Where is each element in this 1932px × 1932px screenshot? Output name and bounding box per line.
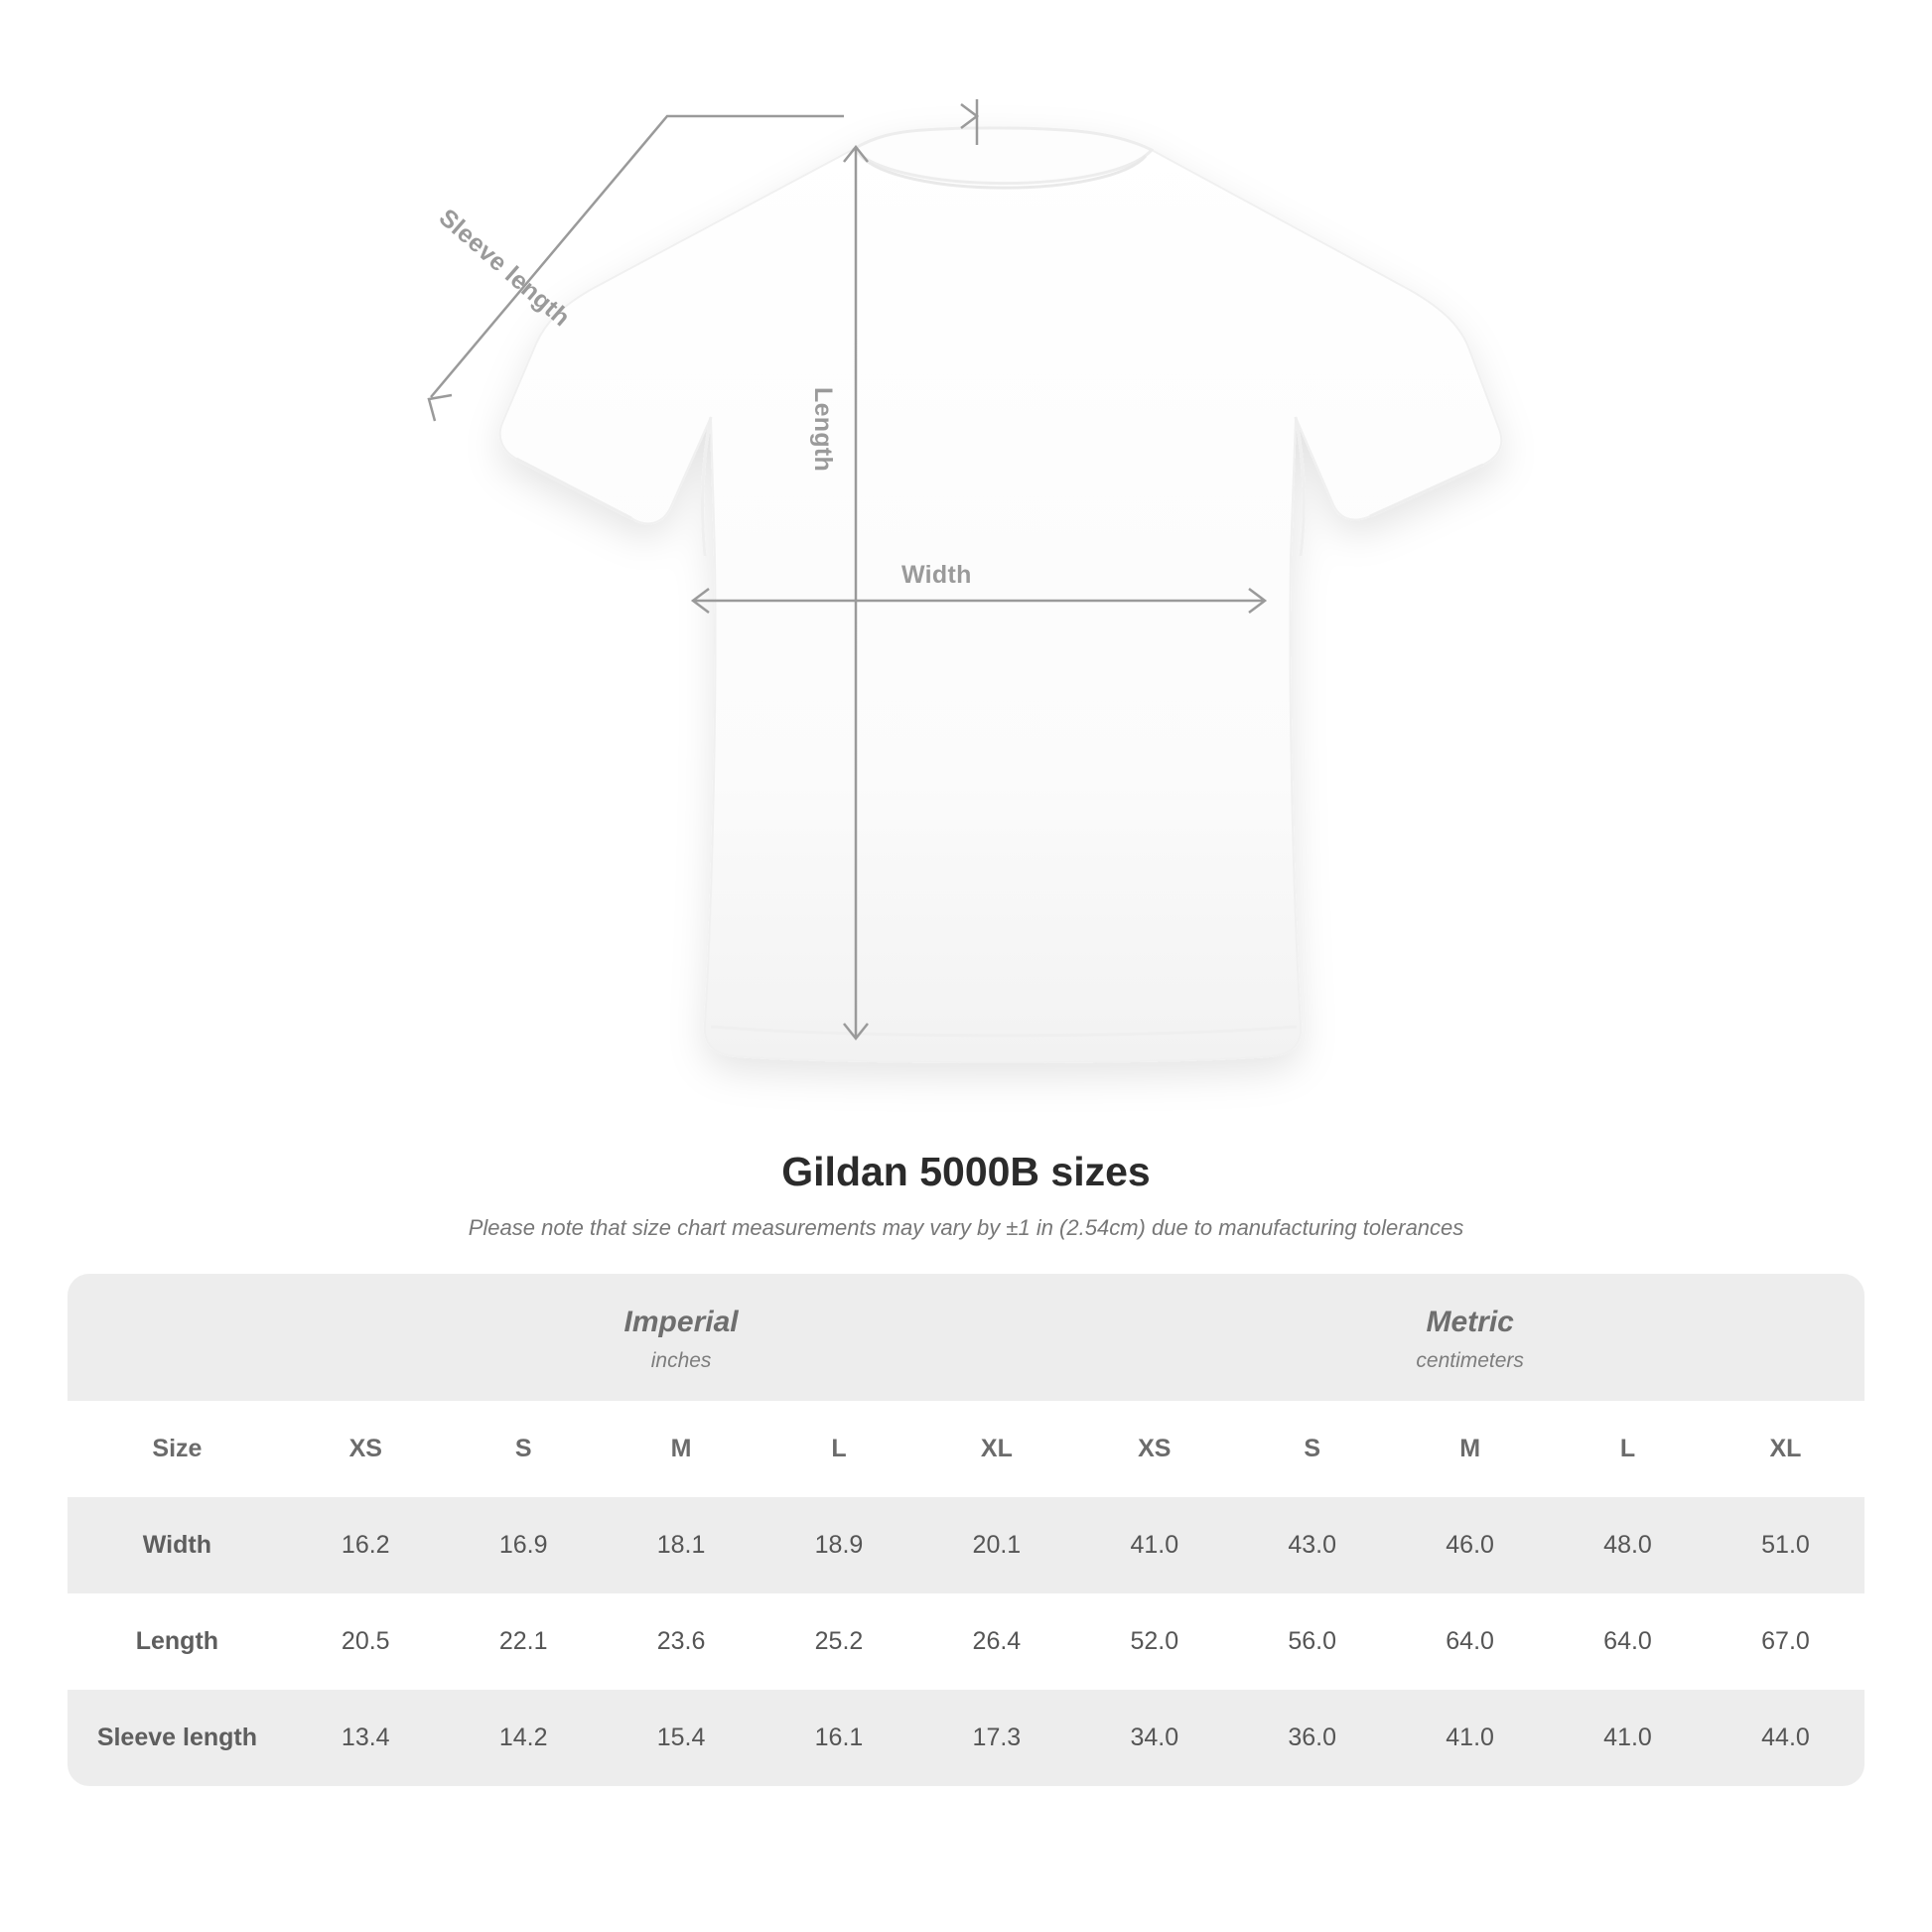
row-label-length: Length	[68, 1593, 287, 1690]
size-table-container	[68, 1274, 1864, 1786]
size-header-row	[68, 1401, 1864, 1497]
cell-length-xs-metric: 52.0	[1075, 1593, 1233, 1690]
table-row	[68, 1593, 1864, 1690]
cell-sleeve-xl-metric: 44.0	[1707, 1690, 1864, 1786]
width-dimension-label: Width	[901, 561, 972, 589]
unit-header-spacer	[68, 1274, 287, 1401]
unit-group-metric-unit: centimeters	[1416, 1348, 1524, 1372]
length-dimension-label: Length	[809, 387, 837, 473]
cell-sleeve-xs-metric: 34.0	[1075, 1690, 1233, 1786]
cell-sleeve-s-metric: 36.0	[1233, 1690, 1391, 1786]
cell-length-s-imperial: 22.1	[445, 1593, 603, 1690]
cell-width-xs-imperial: 16.2	[287, 1497, 445, 1593]
cell-length-xl-metric: 67.0	[1707, 1593, 1864, 1690]
sleeve-length-dimension-label: Sleeve length	[433, 204, 576, 333]
size-col-m-metric: M	[1391, 1401, 1549, 1497]
cell-sleeve-l-imperial: 16.1	[760, 1690, 918, 1786]
cell-sleeve-xl-imperial: 17.3	[917, 1690, 1075, 1786]
row-label-width: Width	[68, 1497, 287, 1593]
size-col-s-imperial: S	[445, 1401, 603, 1497]
size-col-xl-metric: XL	[1707, 1401, 1864, 1497]
cell-width-m-imperial: 18.1	[603, 1497, 760, 1593]
size-col-xs-imperial: XS	[287, 1401, 445, 1497]
cell-length-xl-imperial: 26.4	[917, 1593, 1075, 1690]
size-col-l-metric: L	[1549, 1401, 1707, 1497]
unit-group-metric	[1075, 1274, 1864, 1401]
cell-length-s-metric: 56.0	[1233, 1593, 1391, 1690]
table-row	[68, 1497, 1864, 1593]
size-col-m-imperial: M	[603, 1401, 760, 1497]
cell-width-s-metric: 43.0	[1233, 1497, 1391, 1593]
cell-length-l-imperial: 25.2	[760, 1593, 918, 1690]
cell-sleeve-s-imperial: 14.2	[445, 1690, 603, 1786]
row-label-sleeve-length: Sleeve length	[68, 1690, 287, 1786]
tshirt-shape	[500, 128, 1502, 1062]
table-row	[68, 1690, 1864, 1786]
unit-group-imperial-unit: inches	[650, 1348, 712, 1372]
tolerance-note: Please note that size chart measurements may vary by ±1 in (2.54cm) due to manufacturing tolerances	[468, 1215, 1464, 1240]
unit-group-imperial	[287, 1274, 1076, 1401]
size-col-s-metric: S	[1233, 1401, 1391, 1497]
cell-length-l-metric: 64.0	[1549, 1593, 1707, 1690]
size-col-l-imperial: L	[760, 1401, 918, 1497]
cell-length-m-imperial: 23.6	[603, 1593, 760, 1690]
size-col-xs-metric: XS	[1075, 1401, 1233, 1497]
size-table	[68, 1274, 1864, 1786]
cell-width-l-imperial: 18.9	[760, 1497, 918, 1593]
cell-sleeve-m-imperial: 15.4	[603, 1690, 760, 1786]
cell-sleeve-xs-imperial: 13.4	[287, 1690, 445, 1786]
cell-width-s-imperial: 16.9	[445, 1497, 603, 1593]
cell-sleeve-l-metric: 41.0	[1549, 1690, 1707, 1786]
page-title: Gildan 5000B sizes	[781, 1149, 1151, 1194]
unit-group-metric-name: Metric	[1426, 1306, 1514, 1338]
cell-length-m-metric: 64.0	[1391, 1593, 1549, 1690]
cell-width-xl-imperial: 20.1	[917, 1497, 1075, 1593]
unit-group-header-row	[68, 1274, 1864, 1401]
size-col-xl-imperial: XL	[917, 1401, 1075, 1497]
cell-length-xs-imperial: 20.5	[287, 1593, 445, 1690]
cell-width-l-metric: 48.0	[1549, 1497, 1707, 1593]
cell-width-xs-metric: 41.0	[1075, 1497, 1233, 1593]
size-header-cell: Size	[68, 1401, 287, 1497]
cell-width-xl-metric: 51.0	[1707, 1497, 1864, 1593]
unit-group-imperial-name: Imperial	[623, 1306, 739, 1338]
cell-sleeve-m-metric: 41.0	[1391, 1690, 1549, 1786]
cell-width-m-metric: 46.0	[1391, 1497, 1549, 1593]
